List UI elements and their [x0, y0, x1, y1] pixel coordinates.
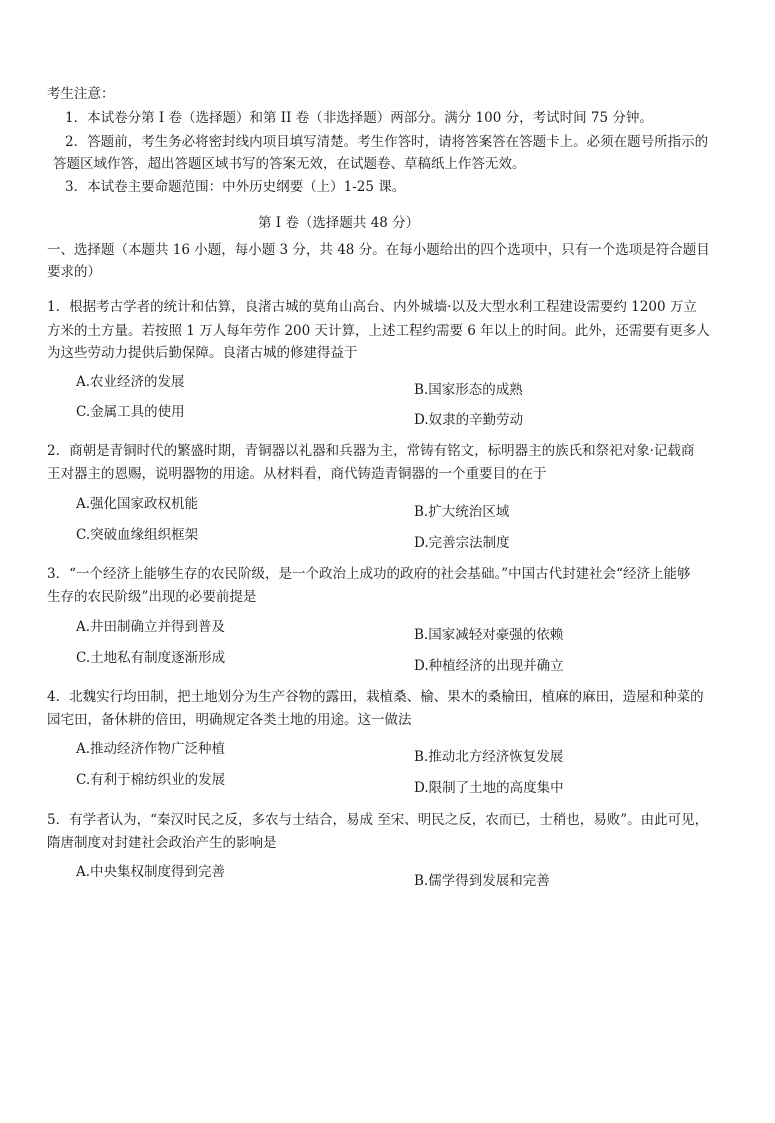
question-5-option-b: B.儒学得到发展和完善	[414, 873, 550, 889]
question-1-stem-line-1: 1．根据考古学者的统计和估算，良渚古城的莫角山高台、内外城墙·以及大型水利工程建设需要约 1200 万立	[47, 299, 697, 315]
notice-item-2-line-1: 2．答题前，考生务必将密封线内项目填写清楚。考生作答时，请将答案答在答题卡上。必须在题号所指示的	[65, 134, 709, 150]
question-4-stem-line-1: 4．北魏实行均田制，把土地划分为生产谷物的露田，栽植桑、榆、果木的桑榆田，植麻的麻田，造屋和种菜的	[47, 689, 704, 705]
question-3-option-b: B.国家减轻对豪强的依赖	[414, 627, 564, 643]
question-5-stem-line-2: 隋唐制度对封建社会政治产生的影响是	[47, 835, 277, 851]
question-3-stem-line-2: 生存的农民阶级”出现的必要前提是	[47, 589, 257, 605]
question-3-option-d: D.种植经济的出现并确立	[414, 658, 564, 674]
notice-item-1: 1．本试卷分第 I 卷（选择题）和第 II 卷（非选择题）两部分。满分 100 分，考试时间 75 分钟。	[65, 110, 653, 126]
question-3-option-c: C.土地私有制度逐渐形成	[76, 650, 226, 666]
notice-item-3: 3．本试卷主要命题范围：中外历史纲要（上）1-25 课。	[65, 179, 406, 195]
part-instructions-line-1: 一、选择题（本题共 16 小题，每小题 3 分，共 48 分。在每小题给出的四个选项中，只有一个选项是符合题目	[47, 242, 710, 258]
section-title: 第 I 卷（选择题共 48 分）	[258, 215, 420, 231]
question-2-option-a: A.强化国家政权机能	[76, 496, 199, 512]
question-5-stem-line-1: 5．有学者认为，“秦汉时民之反，多农与士结合，易成 至宋、明民之反，农而已，士稍也，易败”。由此可见，	[47, 812, 709, 828]
question-4-option-c: C.有利于棉纺织业的发展	[76, 772, 226, 788]
question-4-option-a: A.推动经济作物广泛种植	[76, 741, 226, 757]
question-1-option-d: D.奴隶的辛勤劳动	[414, 412, 524, 428]
question-2-option-c: C.突破血缘组织框架	[76, 527, 199, 543]
question-5-option-a: A.中央集权制度得到完善	[76, 864, 226, 880]
question-2-stem-line-1: 2．商朝是青铜时代的繁盛时期，青铜器以礼器和兵器为主，常铸有铭文，标明器主的族氏和祭祀对象·记载商	[47, 443, 695, 459]
question-3-stem-line-1: 3．“一个经济上能够生存的农民阶级，是一个政治上成功的政府的社会基础。”中国古代封建社会“经济上能够	[47, 566, 691, 582]
part-instructions-line-2: 要求的）	[47, 264, 101, 280]
notice-item-2-line-2: 答题区域作答，超出答题区域书写的答案无效，在试题卷、草稿纸上作答无效。	[53, 156, 526, 172]
question-1-option-b: B.国家形态的成熟	[414, 382, 523, 398]
notice-title: 考生注意：	[47, 86, 115, 102]
question-3-option-a: A.井田制确立并得到普及	[76, 619, 226, 635]
question-2-option-b: B.扩大统治区域	[414, 504, 510, 520]
question-2-stem-line-2: 王对器主的恩赐，说明器物的用途。从材料看，商代铸造青铜器的一个重要目的在于	[47, 466, 547, 482]
question-2-option-d: D.完善宗法制度	[414, 535, 510, 551]
question-4-stem-line-2: 园宅田，备休耕的倍田，明确规定各类土地的用途。这一做法	[47, 712, 412, 728]
question-1-stem-line-2: 方米的土方量。若按照 1 万人每年劳作 200 天计算，上述工程约需要 6 年以上的时间。此外，还需要有更多人	[47, 323, 710, 339]
question-1-stem-line-3: 为这些劳动力提供后勤保障。良渚古城的修建得益于	[47, 345, 358, 361]
question-4-option-b: B.推动北方经济恢复发展	[414, 749, 564, 765]
question-1-option-a: A.农业经济的发展	[76, 374, 185, 390]
question-4-option-d: D.限制了土地的高度集中	[414, 780, 564, 796]
question-1-option-c: C.金属工具的使用	[76, 404, 185, 420]
